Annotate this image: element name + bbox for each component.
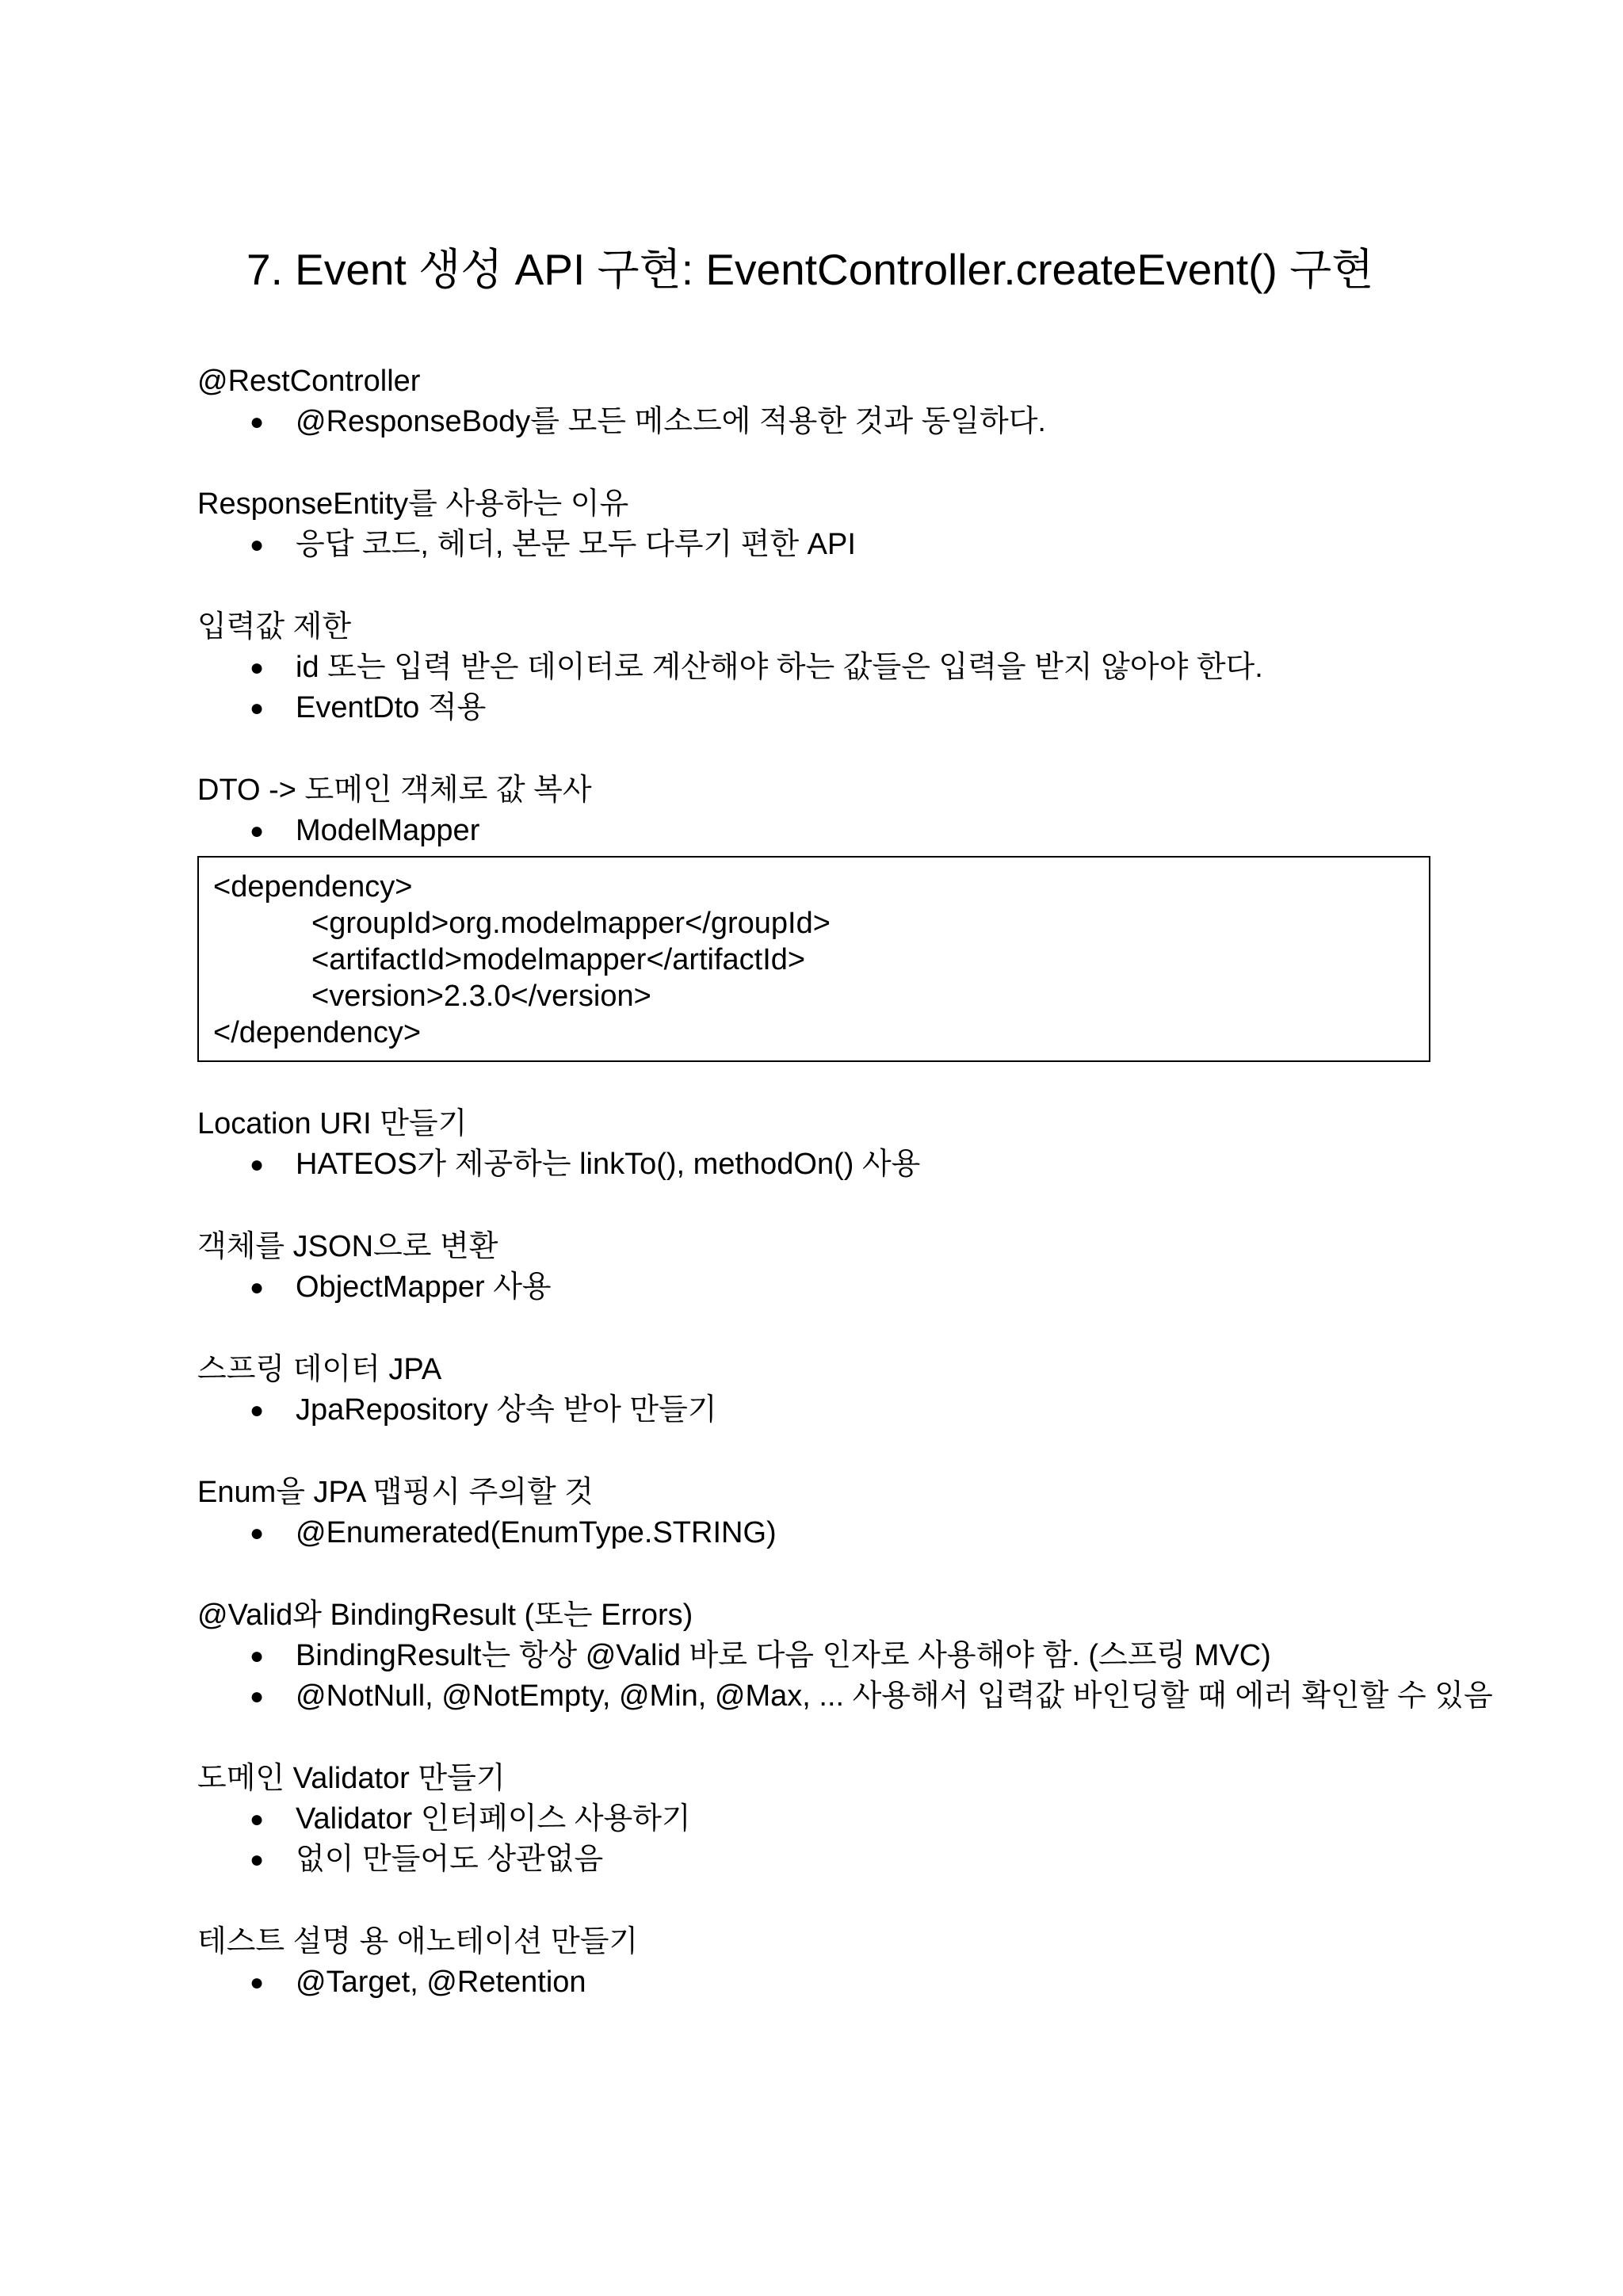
list-item <box>197 402 1434 442</box>
list-item <box>197 1390 1434 1431</box>
list-item <box>197 1839 1434 1880</box>
code-line: <version>2.3.0</version> <box>311 980 651 1013</box>
list-item-text: 응답 코드, 헤더, 본문 모두 다루기 편한 API <box>296 528 856 561</box>
list-item-text: 없이 만들어도 상관없음 <box>296 1843 604 1876</box>
section-heading: 객체를 JSON으로 변환 <box>197 1230 498 1263</box>
bullet-icon: ● <box>250 1847 265 1873</box>
section-input-restriction <box>197 606 1434 728</box>
section-valid-binding <box>197 1595 1493 1717</box>
list-item-text: @NotNull, @NotEmpty, @Min, @Max, ... 사용해서 입력값 바인딩할 때 에러 확인할 수 있음 <box>296 1679 1493 1713</box>
bullet-list <box>197 1962 1434 2003</box>
section-heading: DTO -> 도메인 객체로 값 복사 <box>197 774 592 807</box>
list-item-text: Validator 인터페이스 사용하기 <box>296 1802 691 1836</box>
bullet-list <box>197 1267 1434 1308</box>
list-item <box>197 1799 1434 1839</box>
code-line: <artifactId>modelmapper</artifactId> <box>311 943 806 976</box>
section-spring-data-jpa <box>197 1349 1434 1431</box>
list-item <box>197 811 1434 851</box>
list-item <box>197 1267 1434 1308</box>
bullet-icon: ● <box>250 695 265 721</box>
list-item <box>197 688 1434 728</box>
section-heading: 도메인 Validator 만들기 <box>197 1762 506 1795</box>
section-enum-mapping <box>197 1472 1434 1553</box>
bullet-list <box>197 1799 1434 1880</box>
bullet-list <box>197 648 1434 728</box>
page-title: 7. Event 생성 API 구현: EventController.createEvent() 구현 <box>246 245 1374 294</box>
bullet-icon: ● <box>250 1969 265 1996</box>
list-item-text: ModelMapper <box>296 814 480 847</box>
section-heading: @Valid와 BindingResult (또는 Errors) <box>197 1599 693 1632</box>
list-item <box>197 1676 1611 1717</box>
bullet-icon: ● <box>250 532 265 558</box>
bullet-icon: ● <box>250 1806 265 1832</box>
bullet-icon: ● <box>250 1152 265 1178</box>
section-test-annotation <box>197 1921 1434 2003</box>
section-heading: @RestController <box>197 365 421 398</box>
bullet-list <box>197 1144 1434 1185</box>
bullet-icon: ● <box>250 818 265 844</box>
section-dto-copy <box>197 770 1434 1062</box>
list-item-text: id 또는 입력 받은 데이터로 계산해야 하는 값들은 입력을 받지 않아야 한다. <box>296 651 1263 684</box>
list-item <box>197 1636 1434 1676</box>
list-item-text: JpaRepository 상속 받아 만들기 <box>296 1393 717 1427</box>
code-line: </dependency> <box>213 1016 422 1049</box>
code-block <box>197 856 1430 1062</box>
bullet-icon: ● <box>250 409 265 435</box>
bullet-icon: ● <box>250 1643 265 1669</box>
list-item <box>197 1513 1434 1553</box>
list-item <box>197 1962 1434 2003</box>
section-location-uri <box>197 1103 1434 1185</box>
bullet-icon: ● <box>250 655 265 681</box>
list-item-text: @Target, @Retention <box>296 1966 586 1999</box>
bullet-icon: ● <box>250 1683 265 1710</box>
section-heading: Location URI 만들기 <box>197 1107 468 1140</box>
section-json-conversion <box>197 1226 1434 1308</box>
bullet-list <box>197 1636 1493 1717</box>
bullet-list <box>197 1513 1434 1553</box>
list-item-text: ObjectMapper 사용 <box>296 1270 552 1304</box>
section-heading: ResponseEntity를 사용하는 이유 <box>197 487 629 521</box>
bullet-icon: ● <box>250 1520 265 1546</box>
section-response-entity <box>197 483 1434 565</box>
list-item-text: @Enumerated(EnumType.STRING) <box>296 1516 777 1549</box>
bullet-icon: ● <box>250 1274 265 1301</box>
code-line: <dependency> <box>213 870 413 904</box>
list-item <box>197 525 1434 565</box>
section-domain-validator <box>197 1758 1434 1880</box>
list-item-text: BindingResult는 항상 @Valid 바로 다음 인자로 사용해야 함. (스프링 MVC) <box>296 1639 1271 1672</box>
section-heading: Enum을 JPA 맵핑시 주의할 것 <box>197 1476 594 1509</box>
section-heading: 테스트 설명 용 애노테이션 만들기 <box>197 1925 639 1958</box>
list-item <box>197 648 1434 688</box>
bullet-list <box>197 1390 1434 1431</box>
list-item <box>197 1144 1434 1185</box>
bullet-list <box>197 811 1434 851</box>
list-item-text: @ResponseBody를 모든 메소드에 적용한 것과 동일하다. <box>296 405 1046 438</box>
list-item-text: EventDto 적용 <box>296 691 487 724</box>
bullet-list <box>197 525 1434 565</box>
code-line: <groupId>org.modelmapper</groupId> <box>311 907 831 940</box>
section-heading: 스프링 데이터 JPA <box>197 1353 442 1386</box>
section-rest-controller <box>197 361 1434 442</box>
bullet-icon: ● <box>250 1397 265 1423</box>
section-heading: 입력값 제한 <box>197 610 352 644</box>
document-body <box>197 361 1493 2044</box>
bullet-list <box>197 402 1434 442</box>
list-item-text: HATEOS가 제공하는 linkTo(), methodOn() 사용 <box>296 1148 921 1181</box>
